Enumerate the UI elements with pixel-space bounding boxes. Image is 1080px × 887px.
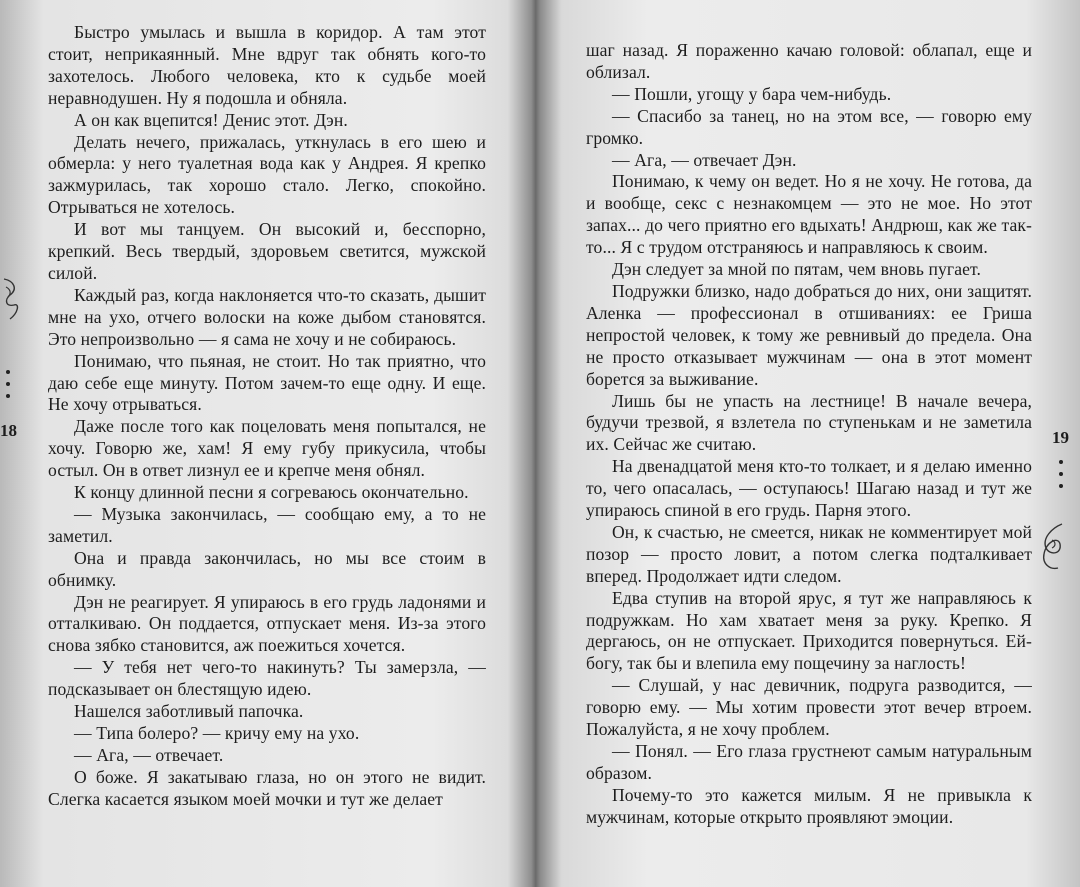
pencil-doodle-mark [1032,520,1072,576]
paragraph: — Типа болеро? — кричу ему на ухо. [74,723,360,743]
paragraph: — Спасибо за танец, но на этом все, — говорю ему громко. [586,105,1032,148]
paragraph: — Понял. — Его глаза грустнеют самым натуральным образом. [586,741,1032,783]
paragraph: — Слушай, у нас девичник, подруга разводится, — говорю ему. — Мы хотим провести этот вечер втроем. Пожалуйста, я не хочу проблем. [586,675,1032,740]
paragraph: — У тебя нет чего-то накинуть? Ты замерзла, — подсказывает он блестящую идею. [48,657,486,700]
ornament-dots [6,370,12,406]
pencil-doodle-mark [0,275,28,325]
paragraph: шаг назад. Я пораженно качаю головой: облапал, еще и облизал. [586,40,1032,82]
paragraph: Дэн следует за мной по пятам, чем вновь пугает. [612,259,981,280]
paragraph: Едва ступив на второй ярус, я тут же направляюсь к подружкам. Но хам хватает меня за руку. Крепко. Я дергаюсь, он не отпускает. Приходится повернуться. Ей-богу, так бы и влепила ему пощечину за наглость! [586,587,1032,674]
paragraph: И вот мы танцуем. Он высокий и, бесспорно, крепкий. Весь твердый, здоровьем светится, мужской силой. [48,219,486,283]
page-number: 19 [1052,428,1069,447]
paragraph: — Ага, — отвечает Дэн. [612,149,797,170]
paragraph: Нашелся заботливый папочка. [74,701,304,722]
paragraph: Дэн не реагирует. Я упираюсь в его грудь ладонями и отталкиваю. Он поддается, отпускает меня. Из-за этого снова зябко становится, аж поежиться хочется. [48,591,486,656]
paragraph: Понимаю, к чему он ведет. Но я не хочу. Не готова, да и вообще, секс с незнакомцем — это не мое. Но этот запах... до чего приятно его вдыхать! Андрюш, как же так-то... Я с трудом отстраняюсь и направляюсь к своим. [586,171,1032,258]
paragraph: Делать нечего, прижалась, уткнулась в его шею и обмерла: у него туалетная вода как у Андрея. Я крепко зажмурилась, так хорошо стало. Легко, спокойно. Отрываться не хотелось. [48,131,486,218]
paragraph: О боже. Я закатываю глаза, но он этого не видит. Слегка касается языком моей мочки и тут же делает [48,766,486,809]
paragraph: К концу длинной песни я согреваюсь окончательно. [74,482,469,503]
paragraph: Он, к счастью, не смеется, никак не комментирует мой позор — просто ловит, а потом слегка подталкивает вперед. Продолжает идти следом. [586,521,1032,586]
paragraph: На двенадцатой меня кто-то толкает, и я делаю именно то, чего опасалась, — оступаюсь! Шагаю назад и тут же упираюсь спиной в его грудь. Парня этого. [586,456,1032,521]
paragraph: Она и правда закончилась, но мы все стоим в обнимку. [48,547,486,590]
ornament-dots [1059,460,1065,496]
paragraph: Быстро умылась и вышла в коридор. А там этот стоит, неприкаянный. Мне вдруг так обнять кого-то захотелось. Любого человека, кто к судьбе моей неравнодушен. Ну я подошла и обняла. [48,22,486,108]
left-page [0,0,532,887]
paragraph: — Пошли, угощу у бара чем-нибудь. [612,83,892,104]
paragraph: А он как вцепится! Денис этот. Дэн. [74,109,348,130]
paragraph: Подружки близко, надо добраться до них, они защитят. Аленка — профессионал в отшиваниях: ее Гриша непростой человек, к тому же ревнивый до предела. Она не просто отказывает мужчинам — она в этот момент борется за выживание. [586,280,1032,389]
text-block [586,40,1032,829]
paragraph: Лишь бы не упасть на лестнице! В начале вечера, будучи трезвой, я взлетела по ступенькам и не заметила их. Сейчас же считаю. [586,390,1032,455]
page-number: 18 [0,421,17,440]
right-page [548,0,1080,887]
paragraph: — Музыка закончилась, — сообщаю ему, а то не заметил. [48,503,486,546]
paragraph: Даже после того как поцеловать меня попытался, не хочу. Говорю же, хам! Я ему губу прикусила, чтобы остыл. Он в ответ лизнул ее и крепче меня обнял. [48,416,486,481]
paragraph: Понимаю, что пьяная, не стоит. Но так приятно, что даю себе еще минуту. Потом зачем-то еще одну. И еще. Не хочу отрываться. [48,350,486,415]
paragraph: Почему-то это кажется милым. Я не привыкла к мужчинам, которые открыто проявляют эмоции. [586,784,1032,827]
paragraph: — Ага, — отвечает. [74,744,224,765]
paragraph: Каждый раз, когда наклоняется что-то сказать, дышит мне на ухо, отчего волоски на коже дыбом становятся. Это непроизвольно — я сама не хочу и не собираюсь. [48,284,486,349]
text-block [48,22,486,811]
